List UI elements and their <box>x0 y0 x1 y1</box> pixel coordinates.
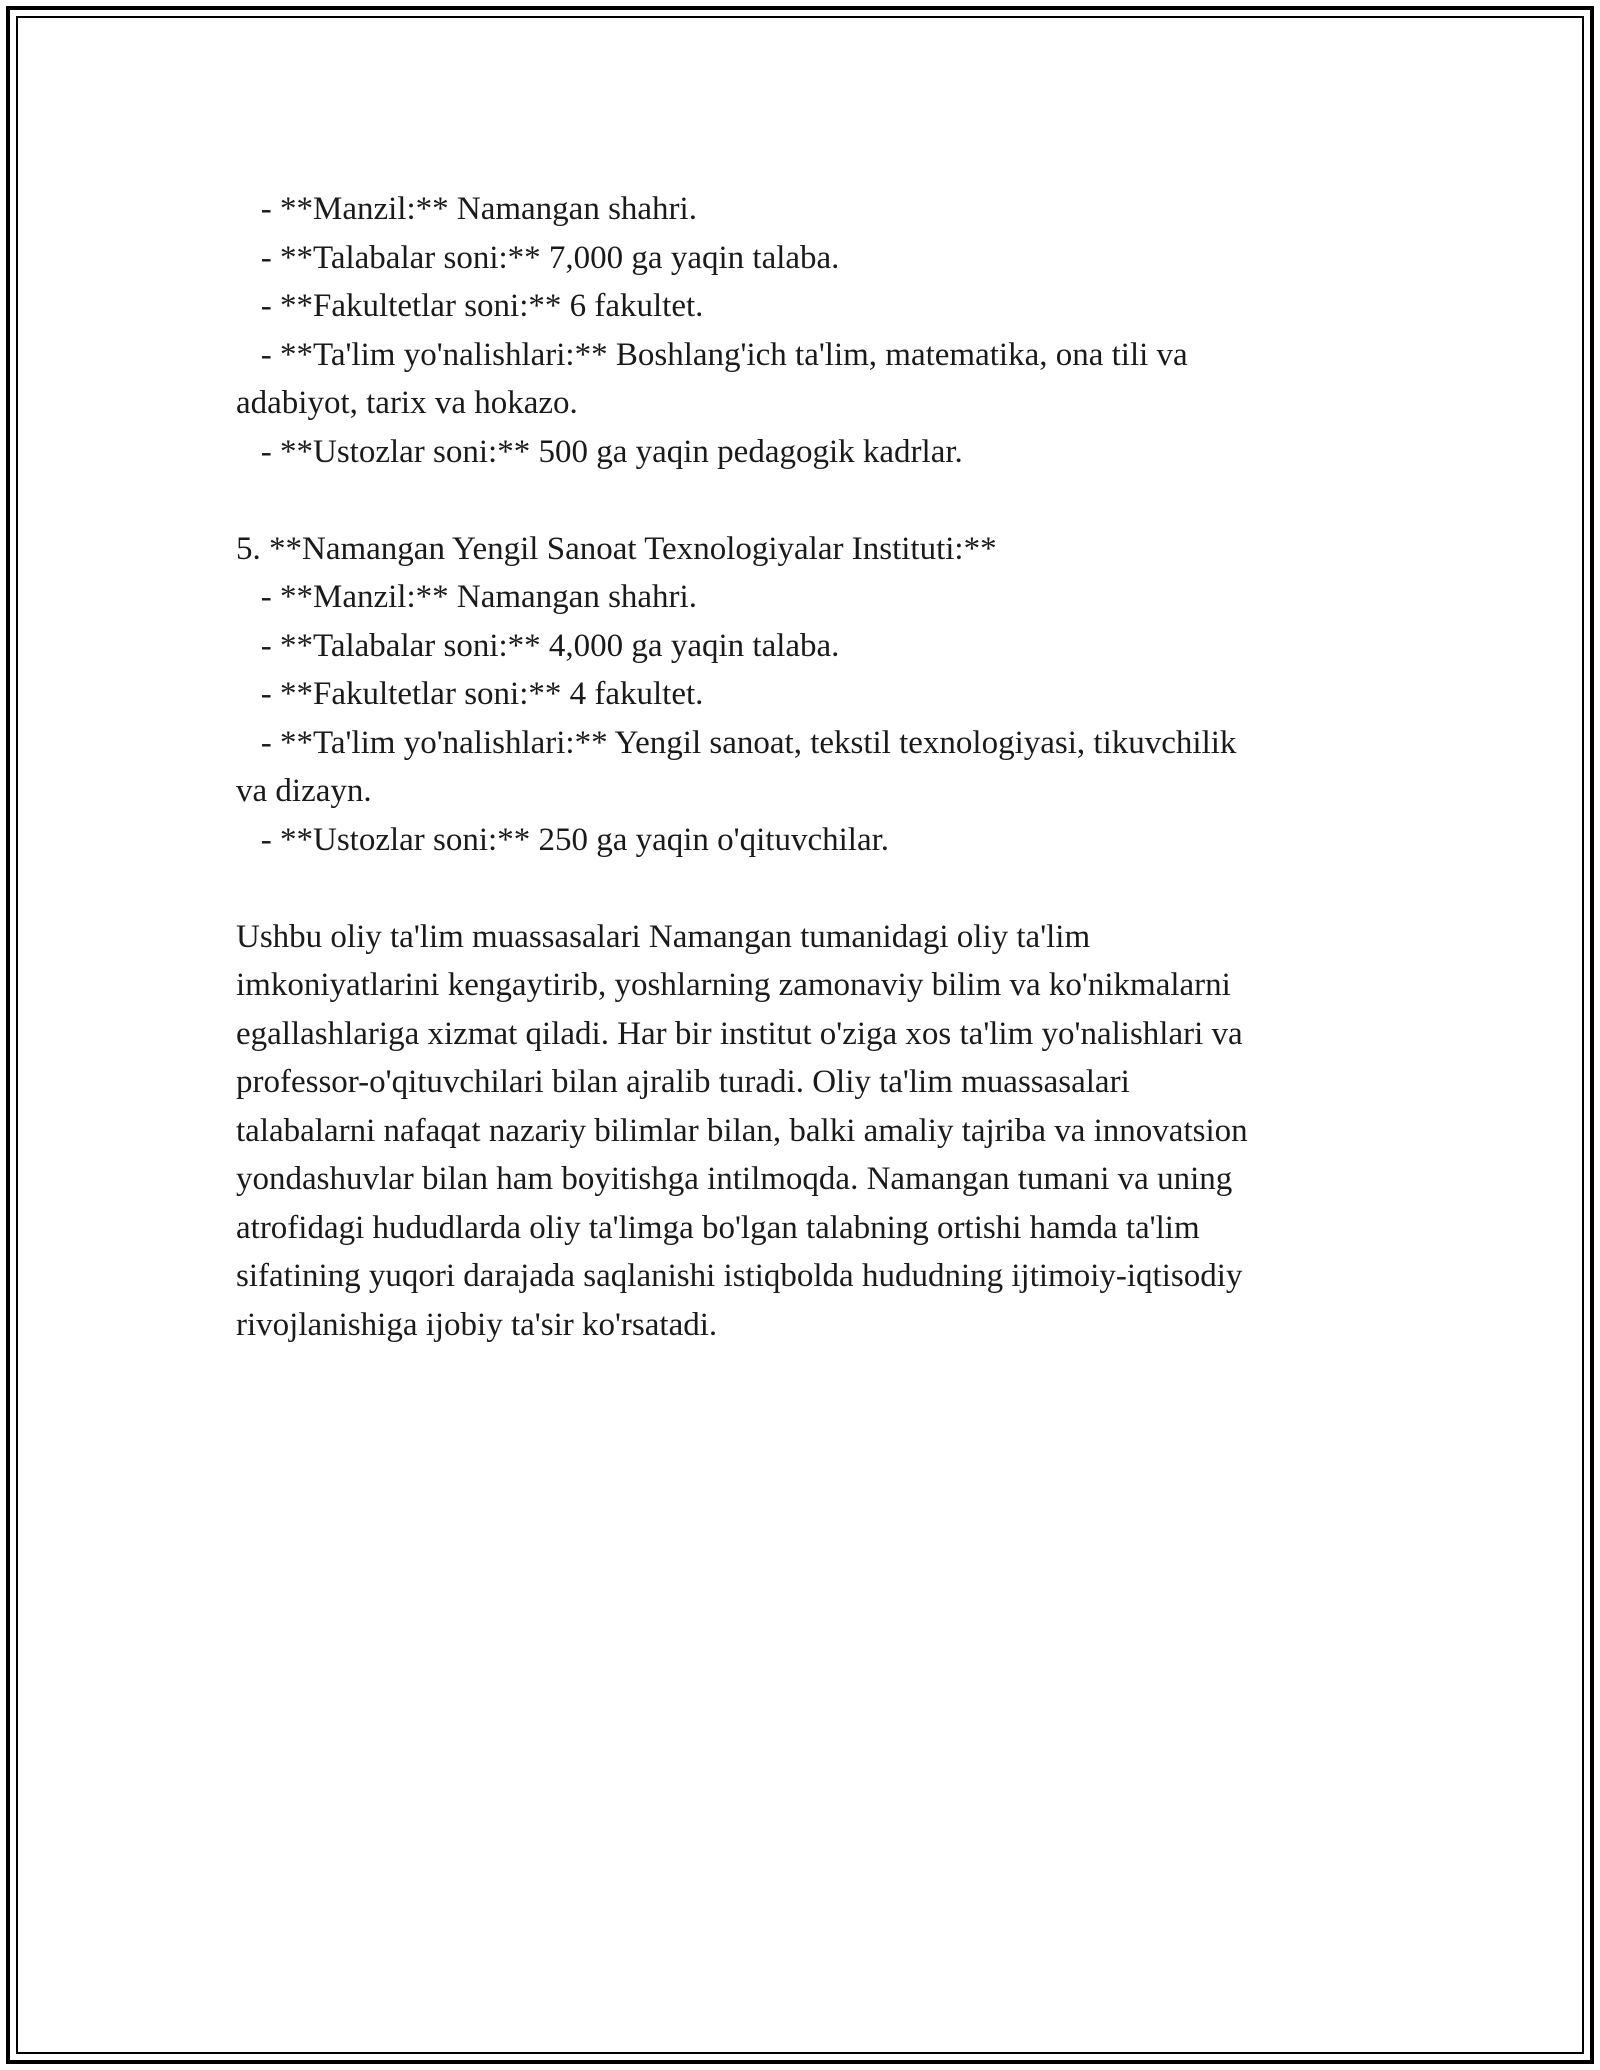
document-body <box>236 185 1366 1349</box>
text-line: yondashuvlar bilan ham boyitishga intilmoqda. Namangan tumani va uning <box>236 1161 1233 1197</box>
text-line: sifatining yuqori darajada saqlanishi istiqbolda hududning ijtimoiy-iqtisodiy <box>236 1258 1243 1294</box>
text-line: talabalarni nafaqat nazariy bilimlar bilan, balki amaliy tajriba va innovatsion <box>236 1112 1248 1149</box>
text-line: - **Talabalar soni:** 7,000 ga yaqin talaba. <box>236 239 840 276</box>
text-line: atrofidagi hududlarda oliy ta'limga bo'lgan talabning ortishi hamda ta'lim <box>236 1209 1200 1246</box>
section-heading: 5. **Namangan Yengil Sanoat Texnologiyalar Instituti:** <box>236 530 997 567</box>
text-line: - **Ta'lim yo'nalishlari:** Boshlang'ich ta'lim, matematika, ona tili va <box>236 336 1188 373</box>
conclusion-paragraph <box>236 913 1366 1350</box>
text-line: rivojlanishiga ijobiy ta'sir ko'rsatadi. <box>236 1306 718 1343</box>
text-line: egallashlariga xizmat qiladi. Har bir institut o'ziga xos ta'lim yo'nalishlari va <box>236 1015 1243 1052</box>
text-line: va dizayn. <box>236 773 372 809</box>
text-line: - **Ta'lim yo'nalishlari:** Yengil sanoat, tekstil texnologiyasi, tikuvchilik <box>236 724 1237 761</box>
text-line: - **Manzil:** Namangan shahri. <box>236 579 697 615</box>
institute-5-section <box>236 525 1366 865</box>
blank-line <box>236 864 1366 913</box>
text-line: - **Talabalar soni:** 4,000 ga yaqin talaba. <box>236 627 840 664</box>
text-line: - **Manzil:** Namangan shahri. <box>236 191 697 227</box>
text-line: imkoniyatlarini kengaytirib, yoshlarning zamonaviy bilim va ko'nikmalarni <box>236 967 1231 1003</box>
text-line: - **Fakultetlar soni:** 4 fakultet. <box>236 676 704 712</box>
text-line: - **Ustozlar soni:** 250 ga yaqin o'qituvchilar. <box>236 821 890 858</box>
text-line: Ushbu oliy ta'lim muassasalari Namangan tumanidagi oliy ta'lim <box>236 918 1091 955</box>
text-line: professor-o'qituvchilari bilan ajralib turadi. Oliy ta'lim muassasalari <box>236 1064 1130 1100</box>
text-line: - **Ustozlar soni:** 500 ga yaqin pedagogik kadrlar. <box>236 433 963 470</box>
text-line: adabiyot, tarix va hokazo. <box>236 385 578 421</box>
institute-details-continued <box>236 185 1366 476</box>
text-line: - **Fakultetlar soni:** 6 fakultet. <box>236 288 704 324</box>
blank-line <box>236 476 1366 525</box>
